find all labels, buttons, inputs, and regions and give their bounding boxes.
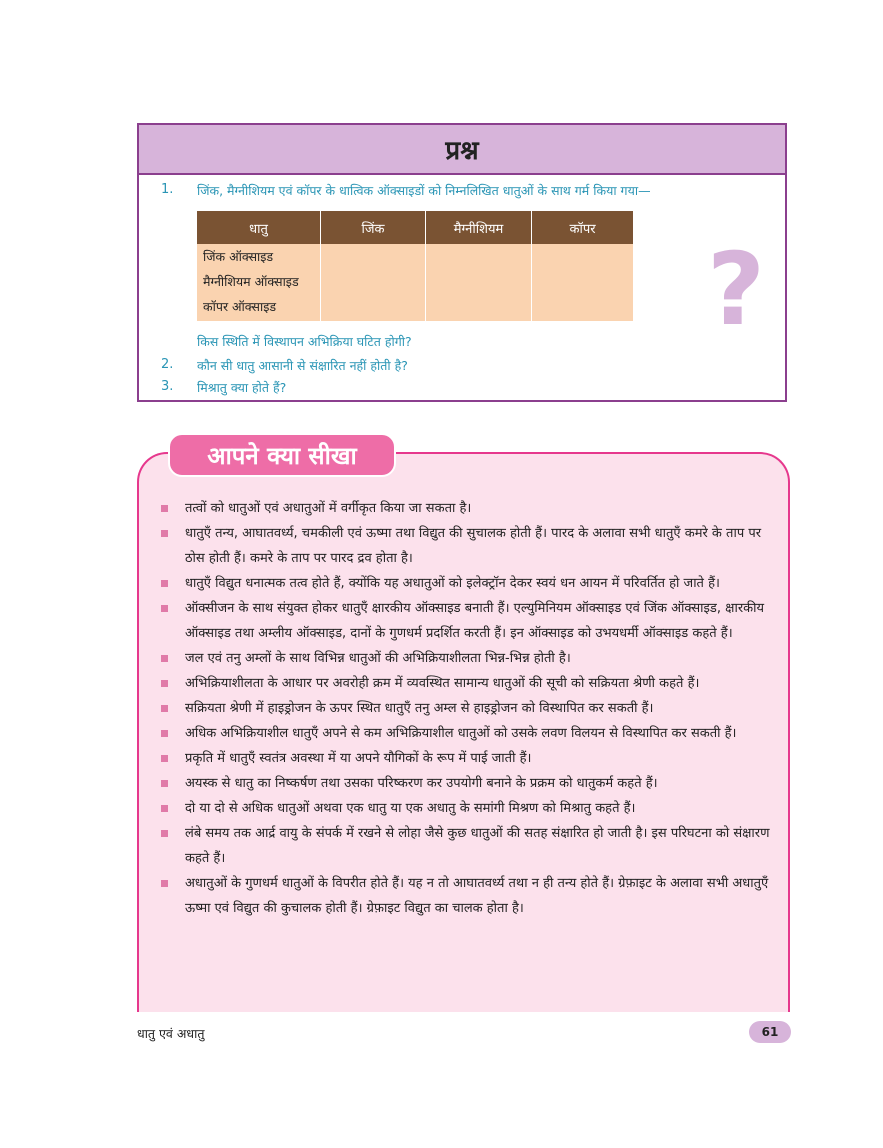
list-item: ऑक्सीजन के साथ संयुक्त होकर धातुएँ क्षारकीय ऑक्साइड बनाती हैं। एल्युमिनियम ऑक्साइड एवं जिंक ऑक्साइड, क्षारकीय ऑक्साइड तथा अम्लीय ऑक्साइड, दानों के गुणधर्म प्रदर्शित करती हैं। इन ऑक्साइड को उभयधर्मी ऑक्साइड कहते हैं।	[159, 596, 773, 646]
learned-title: आपने क्या सीखा	[207, 441, 357, 470]
list-item: अभिक्रियाशीलता के आधार पर अवरोही क्रम में व्यवस्थित सामान्य धातुओं की सूची को सक्रियता श्रेणी कहते हैं।	[159, 671, 773, 696]
question-2-text: कौन सी धातु आसानी से संक्षारित नहीं होती है?	[197, 358, 408, 373]
table-row-zinc-oxide: जिंक ऑक्साइड	[203, 249, 274, 264]
list-item: तत्वों को धातुओं एवं अधातुओं में वर्गीकृत किया जा सकता है।	[159, 496, 773, 521]
question-1-number: 1.	[161, 182, 174, 197]
list-item: अधातुओं के गुणधर्म धातुओं के विपरीत होते हैं। यह न तो आघातवर्ध्य तथा न ही तन्य होते हैं। ग्रेफ़ाइट के अलावा सभी अधातुएँ ऊष्मा एवं विद्युत की कुचालक होती हैं। ग्रेफ़ाइट विद्युत का चालक होता है।	[159, 871, 773, 921]
list-item: अधिक अभिक्रियाशील धातुएँ अपने से कम अभिक्रियाशील धातुओं को उसके लवण विलयन से विस्थापित कर सकती हैं।	[159, 721, 773, 746]
table-cell-magnesium	[426, 244, 532, 321]
list-item: अयस्क से धातु का निष्कर्षण तथा उसका परिष्करण कर उपयोगी बनाने के प्रक्रम को धातुकर्म कहते हैं।	[159, 771, 773, 796]
chapter-name: धातु एवं अधातु	[137, 1026, 205, 1041]
bullet-icon	[161, 655, 168, 662]
questions-header	[139, 125, 785, 175]
bullet-icon	[161, 755, 168, 762]
learned-list	[159, 496, 773, 921]
metal-oxide-table	[197, 211, 633, 321]
bullet-icon	[161, 830, 168, 837]
question-2-number: 2.	[161, 357, 174, 372]
question-1-followup: किस स्थिति में विस्थापन अभिक्रिया घटित होगी?	[197, 334, 412, 349]
list-item: दो या दो से अधिक धातुओं अथवा एक धातु या एक अधातु के समांगी मिश्रण को मिश्रातु कहते हैं।	[159, 796, 773, 821]
bullet-icon	[161, 780, 168, 787]
learned-section	[137, 452, 790, 1012]
table-header-magnesium: मैग्नीशियम	[426, 211, 532, 244]
bullet-icon	[161, 705, 168, 712]
bullet-icon	[161, 680, 168, 687]
table-row-copper-oxide: कॉपर ऑक्साइड	[203, 299, 277, 314]
list-item: प्रकृति में धातुएँ स्वतंत्र अवस्था में या अपने यौगिकों के रूप में पाई जाती हैं।	[159, 746, 773, 771]
question-3-number: 3.	[161, 379, 174, 394]
list-item: धातुएँ विद्युत धनात्मक तत्व होते हैं, क्योंकि यह अधातुओं को इलेक्ट्रॉन देकर स्वयं धन आयन में परिवर्तित हो जाते हैं।	[159, 571, 773, 596]
table-cell-copper	[532, 244, 634, 321]
learned-title-tab	[168, 433, 396, 477]
table-header-copper: कॉपर	[532, 211, 634, 244]
table-row-magnesium-oxide: मैग्नीशियम ऑक्साइड	[203, 274, 299, 289]
questions-box	[137, 123, 787, 402]
bullet-icon	[161, 805, 168, 812]
table-header-metal: धातु	[197, 211, 321, 244]
questions-title: प्रश्न	[445, 136, 479, 166]
page-number: 61	[749, 1021, 791, 1043]
question-mark-icon: ?	[707, 231, 766, 348]
bullet-icon	[161, 605, 168, 612]
question-1-text: जिंक, मैग्नीशियम एवं कॉपर के धात्विक ऑक्साइडों को निम्नलिखित धातुओं के साथ गर्म किया गया—	[197, 183, 651, 198]
table-row-labels	[197, 244, 321, 321]
bullet-icon	[161, 730, 168, 737]
list-item: धातुएँ तन्य, आघातवर्ध्य, चमकीली एवं ऊष्मा तथा विद्युत की सुचालक होती हैं। पारद के अलावा सभी धातुएँ कमरे के ताप पर ठोस होती हैं। कमरे के ताप पर पारद द्रव होता है।	[159, 521, 773, 571]
list-item: सक्रियता श्रेणी में हाइड्रोजन के ऊपर स्थित धातुएँ तनु अम्ल से हाइड्रोजन को विस्थापित कर सकती हैं।	[159, 696, 773, 721]
bullet-icon	[161, 880, 168, 887]
bullet-icon	[161, 530, 168, 537]
bullet-icon	[161, 505, 168, 512]
list-item: लंबे समय तक आर्द्र वायु के संपर्क में रखने से लोहा जैसे कुछ धातुओं की सतह संक्षारित हो जाती है। इस परिघटना को संक्षारण कहते हैं।	[159, 821, 773, 871]
question-3-text: मिश्रातु क्या होते हैं?	[197, 380, 287, 395]
bullet-icon	[161, 580, 168, 587]
list-item: जल एवं तनु अम्लों के साथ विभिन्न धातुओं की अभिक्रियाशीलता भिन्न-भिन्न होती है।	[159, 646, 773, 671]
table-header-zinc: जिंक	[321, 211, 426, 244]
table-cell-zinc	[321, 244, 426, 321]
